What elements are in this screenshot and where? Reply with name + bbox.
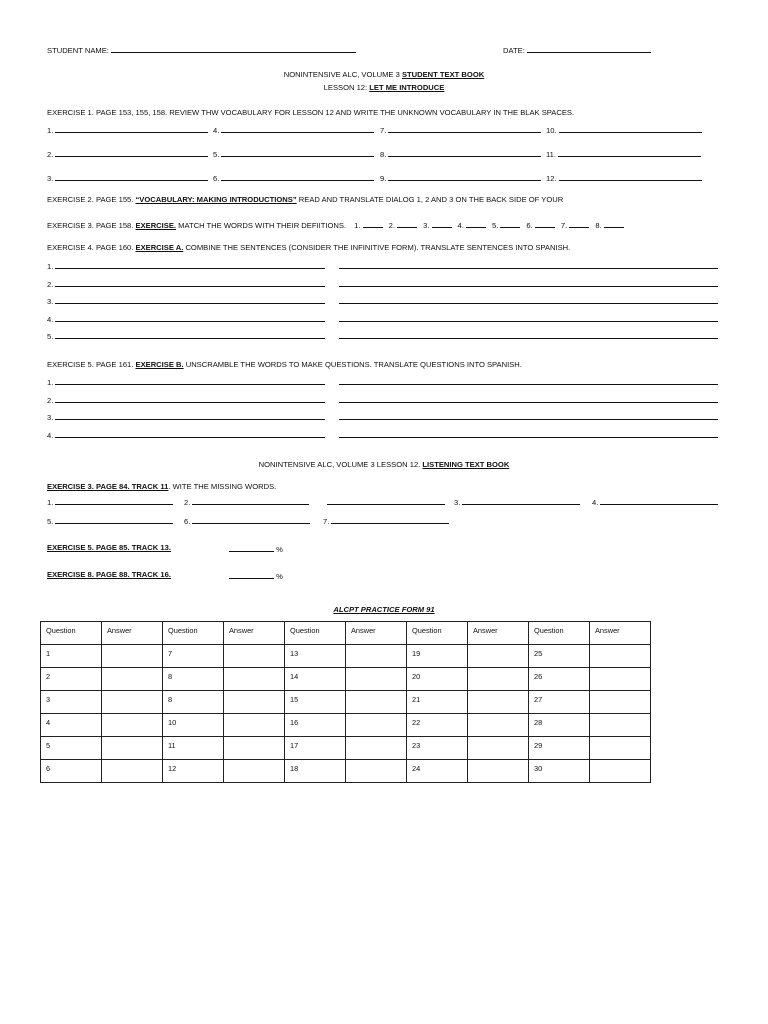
question-cell xyxy=(285,760,346,783)
match-item: 5. xyxy=(492,221,520,230)
exercise-5-instructions: EXERCISE 5. PAGE 161. EXERCISE B. UNSCRAMBLE THE WORDS TO MAKE QUESTIONS. TRANSLATE QUESTIONS INTO SPANISH. xyxy=(47,360,522,369)
vocab-item-blank[interactable] xyxy=(221,173,374,181)
answer-cell[interactable] xyxy=(346,714,407,737)
unscramble-question-translation-blank[interactable] xyxy=(339,412,718,420)
combine-sentence xyxy=(47,296,325,306)
vocab-item-number: 1. xyxy=(47,126,56,135)
cell-text: 12 xyxy=(168,764,177,773)
lesson-title: LESSON 12: LET ME INTRODUCE xyxy=(323,83,445,92)
vocab-item-blank[interactable] xyxy=(559,173,702,181)
missing-word-blank[interactable] xyxy=(600,497,718,505)
listening-exercise-5-score: % xyxy=(229,544,283,554)
answer-cell[interactable] xyxy=(346,737,407,760)
match-item: 8. xyxy=(595,221,623,230)
match-item: 3. xyxy=(423,221,451,230)
table-row xyxy=(41,691,651,714)
question-cell xyxy=(41,691,102,714)
alcpt-answer-table xyxy=(40,621,651,783)
missing-word-number: 2. xyxy=(184,498,193,507)
cell-text: 28 xyxy=(534,718,543,727)
cell-text: 5 xyxy=(46,741,51,750)
missing-word-number: 3. xyxy=(454,498,463,507)
missing-word-number: 4. xyxy=(592,498,601,507)
listening-exercise-8-score: % xyxy=(229,571,283,581)
answer-cell[interactable] xyxy=(224,737,285,760)
missing-word-number: 6. xyxy=(184,517,193,526)
cell-text: Answer xyxy=(107,626,132,635)
answer-cell[interactable] xyxy=(224,645,285,668)
answer-cell[interactable] xyxy=(346,691,407,714)
cell-text: 24 xyxy=(412,764,421,773)
match-blank[interactable] xyxy=(535,220,555,228)
vocab-item xyxy=(380,125,541,135)
answer-cell[interactable] xyxy=(102,691,163,714)
answer-cell[interactable] xyxy=(468,737,529,760)
cell-text: 30 xyxy=(534,764,543,773)
match-item: 1. xyxy=(354,221,382,230)
combine-sentence-number: 2. xyxy=(47,279,56,289)
combine-sentence-translation xyxy=(339,279,718,289)
unscramble-question-translation xyxy=(339,395,718,405)
cell-text: 23 xyxy=(412,741,421,750)
answer-cell[interactable] xyxy=(102,668,163,691)
missing-word xyxy=(47,516,173,526)
question-cell xyxy=(285,691,346,714)
unscramble-question-blank[interactable] xyxy=(55,412,325,420)
unscramble-question-translation-blank[interactable] xyxy=(339,377,718,385)
missing-word xyxy=(184,516,310,526)
vocab-item xyxy=(380,149,541,159)
vocab-item-number: 10. xyxy=(546,126,559,135)
cell-text: 3 xyxy=(46,695,51,704)
question-cell xyxy=(41,622,102,645)
question-cell xyxy=(529,645,590,668)
answer-cell[interactable] xyxy=(468,622,529,645)
unscramble-question-translation xyxy=(339,430,718,440)
exercise-3-match-blanks xyxy=(348,221,624,230)
combine-sentence-blank[interactable] xyxy=(55,314,325,322)
cell-text: 1 xyxy=(46,649,51,658)
question-cell xyxy=(41,645,102,668)
answer-cell[interactable] xyxy=(102,714,163,737)
match-blank[interactable] xyxy=(500,220,520,228)
question-cell xyxy=(407,760,468,783)
question-cell xyxy=(41,668,102,691)
cell-text: 11 xyxy=(168,741,176,750)
question-cell xyxy=(285,714,346,737)
missing-word-blank[interactable] xyxy=(462,497,580,505)
combine-sentence-translation xyxy=(339,296,718,306)
vocab-item-number: 2. xyxy=(47,150,56,159)
table-row xyxy=(41,645,651,668)
answer-cell[interactable] xyxy=(590,645,651,668)
vocab-item xyxy=(47,149,208,159)
combine-sentence-blank[interactable] xyxy=(55,279,325,287)
listening-exercise-3-instructions: EXERCISE 3. PAGE 84. TRACK 11. WITE THE MISSING WORDS. xyxy=(47,482,277,491)
match-item: 6. xyxy=(526,221,554,230)
combine-sentence-translation-blank[interactable] xyxy=(339,296,718,304)
listening-exercise-8: EXERCISE 8. PAGE 88. TRACK 16. xyxy=(47,570,171,579)
exercise-8-percent-field[interactable] xyxy=(229,571,274,579)
question-cell xyxy=(407,645,468,668)
cell-text: 29 xyxy=(534,741,543,750)
question-cell xyxy=(285,668,346,691)
combine-sentence-translation-blank[interactable] xyxy=(339,331,718,339)
question-cell xyxy=(529,760,590,783)
match-blank[interactable] xyxy=(466,220,486,228)
unscramble-question xyxy=(47,412,325,422)
vocab-item-blank[interactable] xyxy=(388,149,541,157)
answer-cell[interactable] xyxy=(224,668,285,691)
cell-text: 8 xyxy=(168,695,173,704)
combine-sentence-blank[interactable] xyxy=(55,331,325,339)
missing-word xyxy=(47,497,173,507)
match-blank[interactable] xyxy=(363,220,383,228)
cell-text: Question xyxy=(168,626,198,635)
combine-sentence-blank[interactable] xyxy=(55,296,325,304)
question-cell xyxy=(407,691,468,714)
question-cell xyxy=(163,691,224,714)
answer-cell[interactable] xyxy=(590,691,651,714)
answer-cell[interactable] xyxy=(224,760,285,783)
combine-sentence-blank[interactable] xyxy=(55,261,325,269)
combine-sentence-number: 3. xyxy=(47,297,56,306)
missing-word xyxy=(454,497,580,507)
combine-sentence-translation xyxy=(339,261,718,271)
cell-text: Question xyxy=(412,626,442,635)
cell-text: 7 xyxy=(168,649,173,658)
answer-cell[interactable] xyxy=(590,760,651,783)
cell-text: Question xyxy=(46,626,76,635)
question-cell xyxy=(285,737,346,760)
combine-sentence-translation xyxy=(339,314,718,324)
cell-text: Answer xyxy=(229,626,254,635)
answer-cell[interactable] xyxy=(102,645,163,668)
cell-text: 8 xyxy=(168,672,173,681)
vocab-item-number: 9. xyxy=(380,174,389,183)
missing-word-blank[interactable] xyxy=(192,516,310,524)
vocab-item xyxy=(47,173,208,183)
cell-text: 6 xyxy=(46,764,51,773)
combine-sentence xyxy=(47,261,325,271)
table-row xyxy=(41,668,651,691)
match-blank[interactable] xyxy=(397,220,417,228)
unscramble-question-translation-blank[interactable] xyxy=(339,430,718,438)
answer-cell[interactable] xyxy=(590,622,651,645)
missing-word-blank[interactable] xyxy=(55,516,173,524)
table-row xyxy=(41,737,651,760)
cell-text: 22 xyxy=(412,718,421,727)
question-cell xyxy=(529,714,590,737)
answer-cell[interactable] xyxy=(468,645,529,668)
cell-text: 2 xyxy=(46,672,51,681)
answer-cell[interactable] xyxy=(590,714,651,737)
question-cell xyxy=(41,737,102,760)
answer-cell[interactable] xyxy=(224,622,285,645)
question-cell xyxy=(163,737,224,760)
cell-text: 20 xyxy=(412,672,421,681)
answer-cell[interactable] xyxy=(102,737,163,760)
vocab-item-number: 4. xyxy=(213,126,222,135)
unscramble-question-translation-blank[interactable] xyxy=(339,395,718,403)
unscramble-question-translation xyxy=(339,377,718,387)
table-row xyxy=(41,760,651,783)
answer-cell[interactable] xyxy=(590,668,651,691)
date-field[interactable] xyxy=(527,45,651,53)
question-cell xyxy=(529,691,590,714)
cell-text: Answer xyxy=(595,626,620,635)
vocab-item-blank[interactable] xyxy=(221,149,374,157)
vocab-item-blank[interactable] xyxy=(55,125,208,133)
match-blank[interactable] xyxy=(604,220,624,228)
match-item: 7. xyxy=(561,221,589,230)
cell-text: 25 xyxy=(534,649,543,658)
vocab-item-number: 11. xyxy=(546,150,559,159)
cell-text: Answer xyxy=(351,626,376,635)
combine-sentence xyxy=(47,279,325,289)
missing-word-extra xyxy=(327,497,445,507)
match-blank[interactable] xyxy=(569,220,589,228)
unscramble-question-blank[interactable] xyxy=(55,430,325,438)
question-cell xyxy=(163,645,224,668)
alcpt-title: ALCPT PRACTICE FORM 91 xyxy=(333,605,435,614)
unscramble-question-number: 2. xyxy=(47,395,56,405)
vocab-item-blank[interactable] xyxy=(558,149,701,157)
question-cell xyxy=(407,668,468,691)
vocab-item-number: 8. xyxy=(380,150,389,159)
answer-cell[interactable] xyxy=(346,760,407,783)
answer-cell[interactable] xyxy=(346,622,407,645)
answer-cell[interactable] xyxy=(468,760,529,783)
answer-cell[interactable] xyxy=(468,714,529,737)
missing-word xyxy=(184,497,309,507)
combine-sentence-number: 1. xyxy=(47,262,56,271)
exercise-4-instructions: EXERCISE 4. PAGE 160. EXERCISE A. COMBINE THE SENTENCES (CONSIDER THE INFINITIVE FORM). TRANSLATE SENTENCES INTO SPANISH. xyxy=(47,243,571,252)
question-cell xyxy=(285,622,346,645)
vocab-item xyxy=(546,149,701,159)
cell-text: Answer xyxy=(473,626,498,635)
cell-text: 27 xyxy=(534,695,543,704)
cell-text: 10 xyxy=(168,718,177,727)
match-item: 2. xyxy=(389,221,417,230)
question-cell xyxy=(407,622,468,645)
question-cell xyxy=(407,737,468,760)
cell-text: 18 xyxy=(290,764,299,773)
combine-sentence-number: 5. xyxy=(47,332,56,341)
answer-cell[interactable] xyxy=(224,691,285,714)
answer-cell[interactable] xyxy=(590,737,651,760)
vocab-item xyxy=(213,149,374,159)
question-cell xyxy=(285,645,346,668)
student-name-label: STUDENT NAME: xyxy=(47,45,356,55)
vocab-item-number: 12. xyxy=(546,174,559,183)
vocab-item xyxy=(546,125,702,135)
vocab-item-number: 6. xyxy=(213,174,222,183)
missing-word-number: 1. xyxy=(47,498,56,507)
table-header-row xyxy=(41,622,651,645)
question-cell xyxy=(529,622,590,645)
cell-text: 26 xyxy=(534,672,543,681)
answer-cell[interactable] xyxy=(468,668,529,691)
cell-text: 19 xyxy=(412,649,421,658)
missing-word-blank[interactable] xyxy=(55,497,173,505)
exercise-2-instructions: EXERCISE 2. PAGE 155. “VOCABULARY: MAKING INTRODUCTIONS” READ AND TRANSLATE DIALOG 1, 2 AND 3 ON THE BACK SIDE OF YOUR xyxy=(47,195,564,204)
cell-text: Question xyxy=(534,626,564,635)
question-cell xyxy=(529,668,590,691)
cell-text: Question xyxy=(290,626,320,635)
page-title: NONINTENSIVE ALC, VOLUME 3 STUDENT TEXT BOOK xyxy=(283,70,485,79)
vocab-item-number: 3. xyxy=(47,174,56,183)
match-item: 4. xyxy=(458,221,486,230)
answer-cell[interactable] xyxy=(224,714,285,737)
vocab-item-number: 7. xyxy=(380,126,389,135)
vocab-item xyxy=(47,125,208,135)
question-cell xyxy=(163,760,224,783)
unscramble-question-number: 1. xyxy=(47,378,56,387)
answer-cell[interactable] xyxy=(102,760,163,783)
combine-sentence-translation-blank[interactable] xyxy=(339,261,718,269)
cell-text: 4 xyxy=(46,718,51,727)
unscramble-question xyxy=(47,430,325,440)
vocab-item-blank[interactable] xyxy=(388,173,541,181)
question-cell xyxy=(41,714,102,737)
cell-text: 17 xyxy=(290,741,299,750)
vocab-item-blank[interactable] xyxy=(221,125,374,133)
question-cell xyxy=(529,737,590,760)
combine-sentence-translation-blank[interactable] xyxy=(339,279,718,287)
unscramble-question-blank[interactable] xyxy=(55,395,325,403)
listening-title: NONINTENSIVE ALC, VOLUME 3 LESSON 12. LISTENING TEXT BOOK xyxy=(258,460,510,469)
table-row xyxy=(41,714,651,737)
question-cell xyxy=(407,714,468,737)
missing-word-blank[interactable] xyxy=(331,516,449,524)
unscramble-question-number: 4. xyxy=(47,430,56,440)
student-name-field[interactable] xyxy=(111,45,356,53)
question-cell xyxy=(163,622,224,645)
cell-text: 15 xyxy=(290,695,299,704)
vocab-item-blank[interactable] xyxy=(55,149,208,157)
unscramble-question-number: 3. xyxy=(47,413,56,422)
question-cell xyxy=(163,714,224,737)
missing-word-number: 5. xyxy=(47,517,56,526)
question-cell xyxy=(41,760,102,783)
cell-text: 13 xyxy=(290,649,299,658)
combine-sentence xyxy=(47,331,325,341)
date-label: DATE: xyxy=(503,45,651,55)
combine-sentence-translation-blank[interactable] xyxy=(339,314,718,322)
question-cell xyxy=(163,668,224,691)
missing-word-number: 7. xyxy=(323,517,332,526)
vocab-item xyxy=(213,125,374,135)
unscramble-question xyxy=(47,395,325,405)
combine-sentence-translation xyxy=(339,331,718,341)
match-blank[interactable] xyxy=(432,220,452,228)
missing-word-extra-blank[interactable] xyxy=(327,497,445,505)
vocab-item xyxy=(380,173,541,183)
answer-cell[interactable] xyxy=(346,645,407,668)
vocab-item-blank[interactable] xyxy=(388,125,541,133)
vocab-item-blank[interactable] xyxy=(55,173,208,181)
unscramble-question xyxy=(47,377,325,387)
exercise-1-instructions: EXERCISE 1. PAGE 153, 155, 158. REVIEW THW VOCABULARY FOR LESSON 12 AND WRITE THE UNKNOWN VOCABULARY IN THE BLAK SPACES. xyxy=(47,108,575,117)
vocab-item xyxy=(213,173,374,183)
unscramble-question-blank[interactable] xyxy=(55,377,325,385)
cell-text: 16 xyxy=(290,718,299,727)
exercise-3-instructions: EXERCISE 3. PAGE 158. EXERCISE. MATCH THE WORDS WITH THEIR DEFIITIONS. 1. 2. 3. 4. 5. 6. 7. 8. xyxy=(47,220,624,230)
combine-sentence xyxy=(47,314,325,324)
unscramble-question-translation xyxy=(339,412,718,422)
missing-word-blank[interactable] xyxy=(192,497,309,505)
vocab-item xyxy=(546,173,702,183)
missing-word xyxy=(592,497,718,507)
missing-word xyxy=(323,516,449,526)
answer-cell[interactable] xyxy=(468,691,529,714)
combine-sentence-number: 4. xyxy=(47,314,56,324)
vocab-item-number: 5. xyxy=(213,150,222,159)
listening-exercise-5: EXERCISE 5. PAGE 85. TRACK 13. xyxy=(47,543,171,552)
answer-cell[interactable] xyxy=(346,668,407,691)
exercise-5-percent-field[interactable] xyxy=(229,544,274,552)
vocab-item-blank[interactable] xyxy=(559,125,702,133)
cell-text: 14 xyxy=(290,672,299,681)
answer-cell[interactable] xyxy=(102,622,163,645)
cell-text: 21 xyxy=(412,695,421,704)
